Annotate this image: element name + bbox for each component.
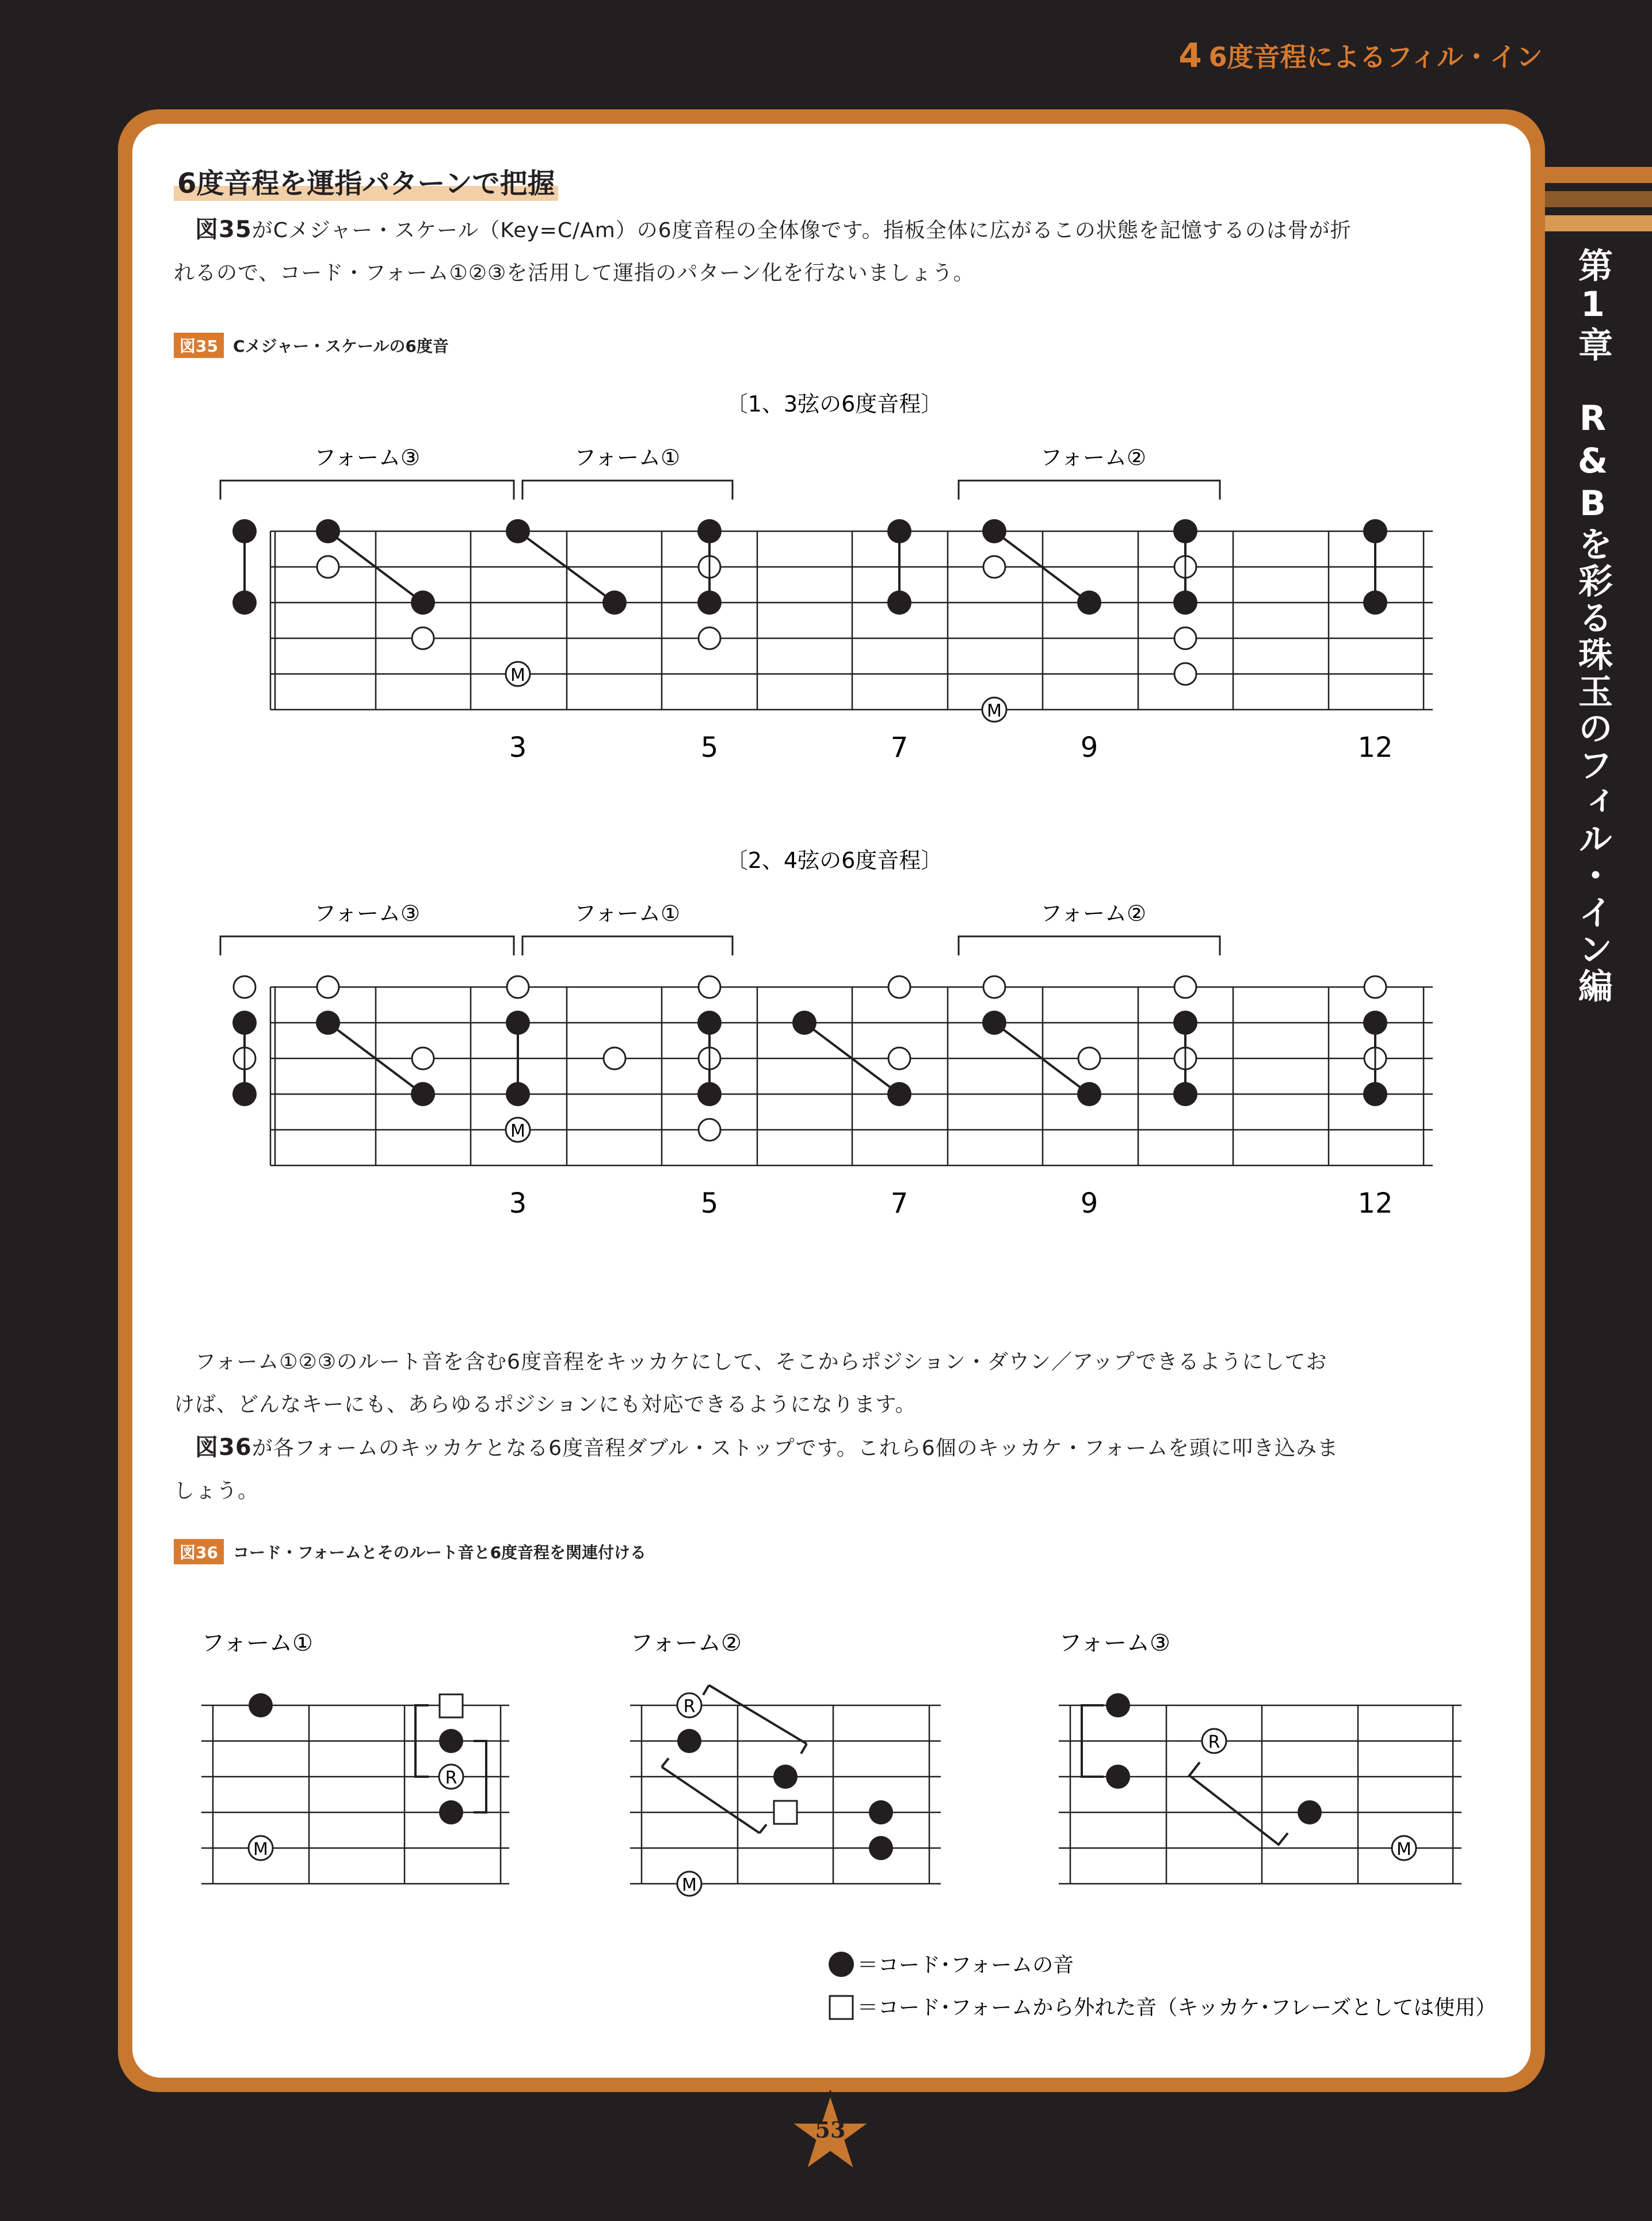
fret-number: 5 [700,732,719,764]
body2-line-3: が各フォームのキッカケとなる6度音程ダブル・ストップです。これら6個のキッカケ・フォームを頭に叩き込みま [251,1437,1339,1460]
square-marker [440,1694,463,1717]
square-marker [774,1801,797,1824]
diagram2-title: 〔2、4弦の6度音程〕 [726,848,943,873]
fig35-badge: 図35 [174,333,224,358]
fret-number: 7 [890,732,909,764]
diagram2-form1-label: フォーム① [574,901,681,926]
legend-filled-dot [829,1952,854,1977]
fig35-diagram-2 [220,848,1433,1220]
page-number: 53 [815,2117,846,2143]
header-title: 6度音程によるフィル・イン [1208,41,1543,73]
fig36-form1-label: フォーム① [201,1630,313,1656]
root-marker: R [445,1768,457,1788]
fret-number: 3 [509,732,527,764]
fig35-diagram-1 [220,391,1433,764]
intro-figure-ref: 図35 [195,216,252,243]
fret-number: 7 [890,1187,909,1220]
m-marker: M [510,1121,525,1141]
side-title-text: R&Bを彩る珠玉のフィル・イン編 [1573,398,1613,1005]
diagram1-title: 〔1、3弦の6度音程〕 [726,391,943,417]
body2-figure-ref: 図36 [195,1434,252,1461]
fig36-form1 [201,1630,509,1884]
root-marker: R [1208,1732,1220,1753]
diagram1-form1-label: フォーム① [574,445,681,470]
legend-filled-text: ＝コード･フォームの音 [857,1953,1074,1977]
body2-line-4: しょう。 [174,1479,260,1503]
fret-number: 12 [1357,732,1393,764]
m-marker: M [682,1875,697,1895]
m-marker: M [1397,1839,1411,1860]
m-marker: M [253,1839,268,1860]
fig36-caption: コード・フォームとそのルート音と6度音程を関連付ける [232,1543,647,1562]
fret-number: 3 [509,1187,527,1220]
fig36-form2 [630,1630,941,1896]
fret-number: 9 [1080,732,1098,764]
body2-line-2: けば、どんなキーにも、あらゆるポジションにも対応できるようになります。 [174,1393,917,1416]
fig36-form2-label: フォーム② [630,1630,742,1656]
m-marker: M [510,665,525,685]
root-marker: R [683,1697,696,1717]
intro-line-2: れるので、コード・フォーム①②③を活用して運指のパターン化を行ないましょう。 [174,261,975,285]
m-marker: M [987,701,1002,721]
legend-square [830,1996,853,2019]
intro-line-1: がCメジャー・スケール（Key=C/Am）の6度音程の全体像です。指板全体に広がるこの状態を記憶するのは骨が折 [251,219,1352,242]
header-chapter-number: 4 [1178,36,1202,75]
fret-number: 5 [700,1187,719,1220]
section-title: 6度音程を運指パターンで把握 [174,161,558,201]
legend [829,1952,1496,2020]
diagram2-form2-label: フォーム② [1040,901,1147,926]
fig36-form3-label: フォーム③ [1059,1630,1170,1656]
diagram1-form2-label: フォーム② [1040,445,1147,470]
diagram1-form3-label: フォーム③ [314,445,421,470]
legend-square-text: ＝コード･フォームから外れた音（キッカケ･フレーズとしては使用） [857,1996,1497,2020]
fret-number: 12 [1357,1187,1393,1220]
diagram2-form3-label: フォーム③ [314,901,421,926]
body2-line-1: フォーム①②③のルート音を含む6度音程をキッカケにして、そこからポジション・ダウン／アップできるようにしてお [195,1350,1327,1374]
side-chapter: 第1章 [1573,247,1613,364]
fig36-badge: 図36 [174,1539,224,1564]
fig36-form3 [1059,1630,1462,1884]
fig35-caption: Cメジャー・スケールの6度音 [232,337,449,356]
fret-number: 9 [1080,1187,1098,1220]
